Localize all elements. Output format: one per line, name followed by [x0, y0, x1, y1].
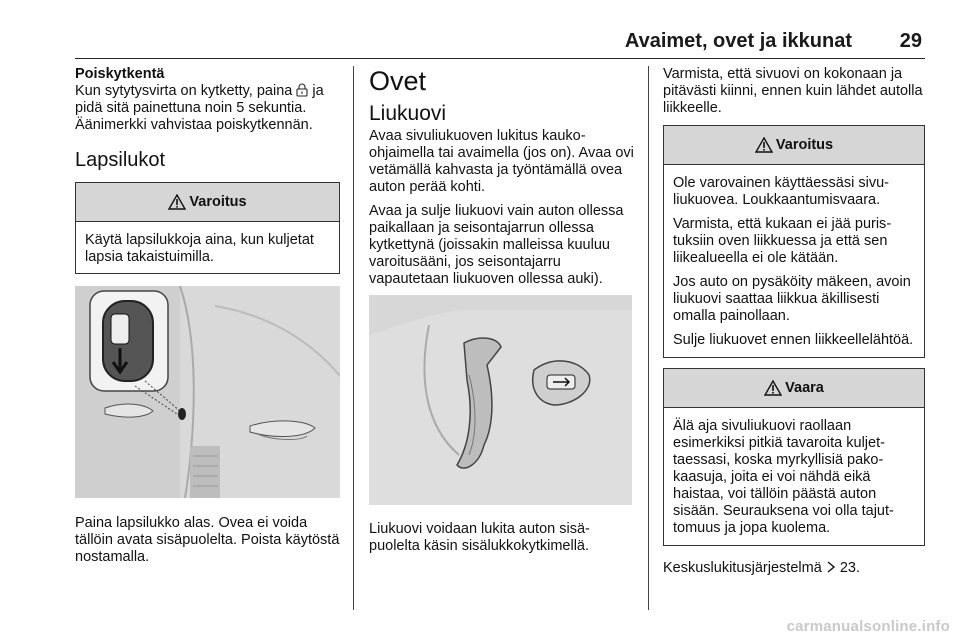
lock-button-icon — [296, 83, 308, 97]
sliding-door-drawing — [369, 295, 632, 505]
danger-box-body — [664, 408, 924, 545]
warning-box-header — [76, 183, 339, 222]
warning-item: Varmista, että kukaan ei jää puristuksiin oven liikkuessa ja että sen liikealueella ei ole kätään. — [673, 216, 892, 266]
crossref-page-link[interactable]: 23. — [839, 560, 860, 576]
column-divider — [353, 66, 354, 610]
paragraph-open-door: Avaa sivuliukuoven lukitus kaukoohjaimella tai avaimella (jos on). Avaa ovi vetämällä kahvasta ja työntämällä ovea auton perää kohti. — [369, 128, 634, 195]
child-lock-caption: Paina lapsilukko alas. Ovea ei voida tällöin avata sisäpuolelta. Poista käytöstä nostamalla. — [75, 515, 340, 565]
warning-item: Sulje liukuovet ennen liikkeellelähtöä. — [673, 332, 914, 348]
warning-text: Käytä lapsilukkoja aina, kun kuljetat lapsia takaistuimilla. — [85, 232, 314, 265]
heading-lapsilukot: Lapsilukot — [75, 149, 166, 171]
subheading-liukuovi: Liukuovi — [369, 102, 447, 125]
sliding-door-lock-illustration — [369, 295, 632, 505]
column-left — [75, 66, 340, 566]
warning-box-liukuovi — [663, 125, 925, 358]
warning-triangle-icon — [168, 194, 186, 210]
check-door-paragraph: Varmista, että sivuovi on kokonaan ja pitävästi kiinni, ennen kuin lähdet autolla liikkeelle. — [663, 66, 923, 116]
intro-paragraph — [75, 83, 340, 134]
warning-box-body — [664, 165, 924, 357]
child-lock-drawing — [75, 286, 340, 498]
danger-title: Vaara — [785, 380, 824, 396]
warning-title: Varoitus — [775, 137, 834, 153]
sliding-door-text — [369, 128, 635, 288]
danger-box-header — [664, 369, 924, 408]
column-middle — [369, 66, 635, 555]
warning-triangle-icon — [755, 137, 773, 153]
paragraph-safety: Avaa ja sulje liukuovi vain auton ollessa paikallaan ja seisontajarrun ollessa kytkettynä (joissakin malleissa kuuluu varoitusääni, jos seisontajarru vapautetaan liukuoven ollessa auki). — [369, 203, 624, 287]
warning-box-body — [76, 222, 339, 274]
header-rule — [75, 58, 925, 59]
page-header-title: Avaimet, ovet ja ikkunat — [624, 30, 852, 52]
intro-text-start: Kun sytytysvirta on kytketty, paina — [75, 83, 293, 99]
column-divider — [648, 66, 649, 610]
heading-ovet: Ovet — [369, 66, 427, 96]
crossref-line — [663, 560, 925, 577]
danger-triangle-icon — [764, 380, 782, 396]
warning-title: Varoitus — [189, 194, 247, 210]
intro-text-end: ja pidä sitä painettuna noin 5 sekuntia. Äänimerkki vahvistaa poiskytkennän. — [75, 83, 324, 133]
warning-box-header — [664, 126, 924, 165]
warning-box-lapsilukot — [75, 182, 340, 274]
warning-item: Ole varovainen käyttäessäsi sivuliukuovea. Loukkaantumisvaara. — [673, 175, 889, 208]
danger-box — [663, 368, 925, 546]
crossref-text: Keskuslukitusjärjestelmä — [663, 560, 822, 576]
page-number: 29 — [899, 30, 922, 52]
danger-text: Älä aja sivuliukuovi raollaan esimerkiksi pitkiä tavaroita kuljettaessasi, koska myrkyllisiä pakokaasuja, joita ei voi nähdä eikä haistaa, voi tällöin päästä auton sisään. Seurauksena voi olla tajuttomuus ja jopa kuolema. — [673, 418, 894, 536]
page-reference-arrow-icon — [826, 560, 836, 574]
sliding-door-caption: Liukuovi voidaan lukita auton sisäpuolelta käsin sisälukkokytkimellä. — [369, 521, 590, 554]
watermark: carmanualsonline.info — [786, 618, 950, 635]
subheading-poiskytkenta: Poiskytkentä — [75, 66, 165, 82]
column-right — [663, 66, 925, 577]
warning-item: Jos auto on pysäköity mäkeen, avoin liukuovi saattaa liikkua äkillisesti omalla painollaan. — [673, 274, 911, 324]
child-lock-illustration — [75, 286, 340, 498]
